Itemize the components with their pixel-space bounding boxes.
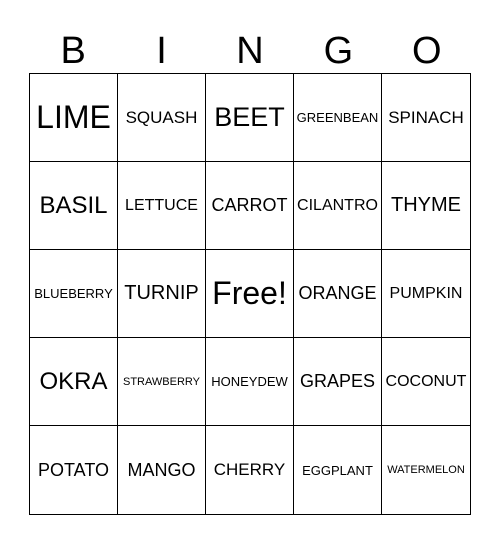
- bingo-cell[interactable]: MANGO: [118, 426, 206, 514]
- bingo-cell[interactable]: THYME: [382, 162, 470, 250]
- bingo-cell[interactable]: BEET: [206, 74, 294, 162]
- free-space[interactable]: Free!: [206, 250, 294, 338]
- header-letter-o: O: [411, 30, 442, 72]
- bingo-board: [29, 73, 471, 515]
- bingo-cell[interactable]: LIME: [30, 74, 118, 162]
- bingo-cell[interactable]: EGGPLANT: [294, 426, 382, 514]
- header-letter-i: I: [156, 30, 167, 72]
- bingo-cell[interactable]: CARROT: [206, 162, 294, 250]
- header-letter-n: N: [236, 30, 264, 72]
- bingo-cell[interactable]: HONEYDEW: [206, 338, 294, 426]
- bingo-cell[interactable]: SPINACH: [382, 74, 470, 162]
- bingo-cell[interactable]: COCONUT: [382, 338, 470, 426]
- header-letter-b: B: [60, 30, 86, 72]
- bingo-cell[interactable]: CILANTRO: [294, 162, 382, 250]
- bingo-cell[interactable]: POTATO: [30, 426, 118, 514]
- bingo-header: [29, 28, 471, 74]
- bingo-cell[interactable]: SQUASH: [118, 74, 206, 162]
- bingo-cell[interactable]: OKRA: [30, 338, 118, 426]
- bingo-cell[interactable]: WATERMELON: [387, 464, 465, 476]
- bingo-cell[interactable]: STRAWBERRY: [118, 338, 206, 426]
- bingo-cell[interactable]: BASIL: [30, 162, 118, 250]
- bingo-cell[interactable]: LETTUCE: [118, 162, 206, 250]
- header-letter-g: G: [323, 30, 354, 72]
- bingo-cell[interactable]: CHERRY: [206, 426, 294, 514]
- bingo-cell[interactable]: TURNIP: [118, 250, 206, 338]
- bingo-cell[interactable]: BLUEBERRY: [30, 250, 118, 338]
- bingo-cell[interactable]: PUMPKIN: [382, 250, 470, 338]
- bingo-cell[interactable]: GRAPES: [294, 338, 382, 426]
- bingo-cell[interactable]: GREENBEAN: [294, 74, 382, 162]
- bingo-cell[interactable]: ORANGE: [294, 250, 382, 338]
